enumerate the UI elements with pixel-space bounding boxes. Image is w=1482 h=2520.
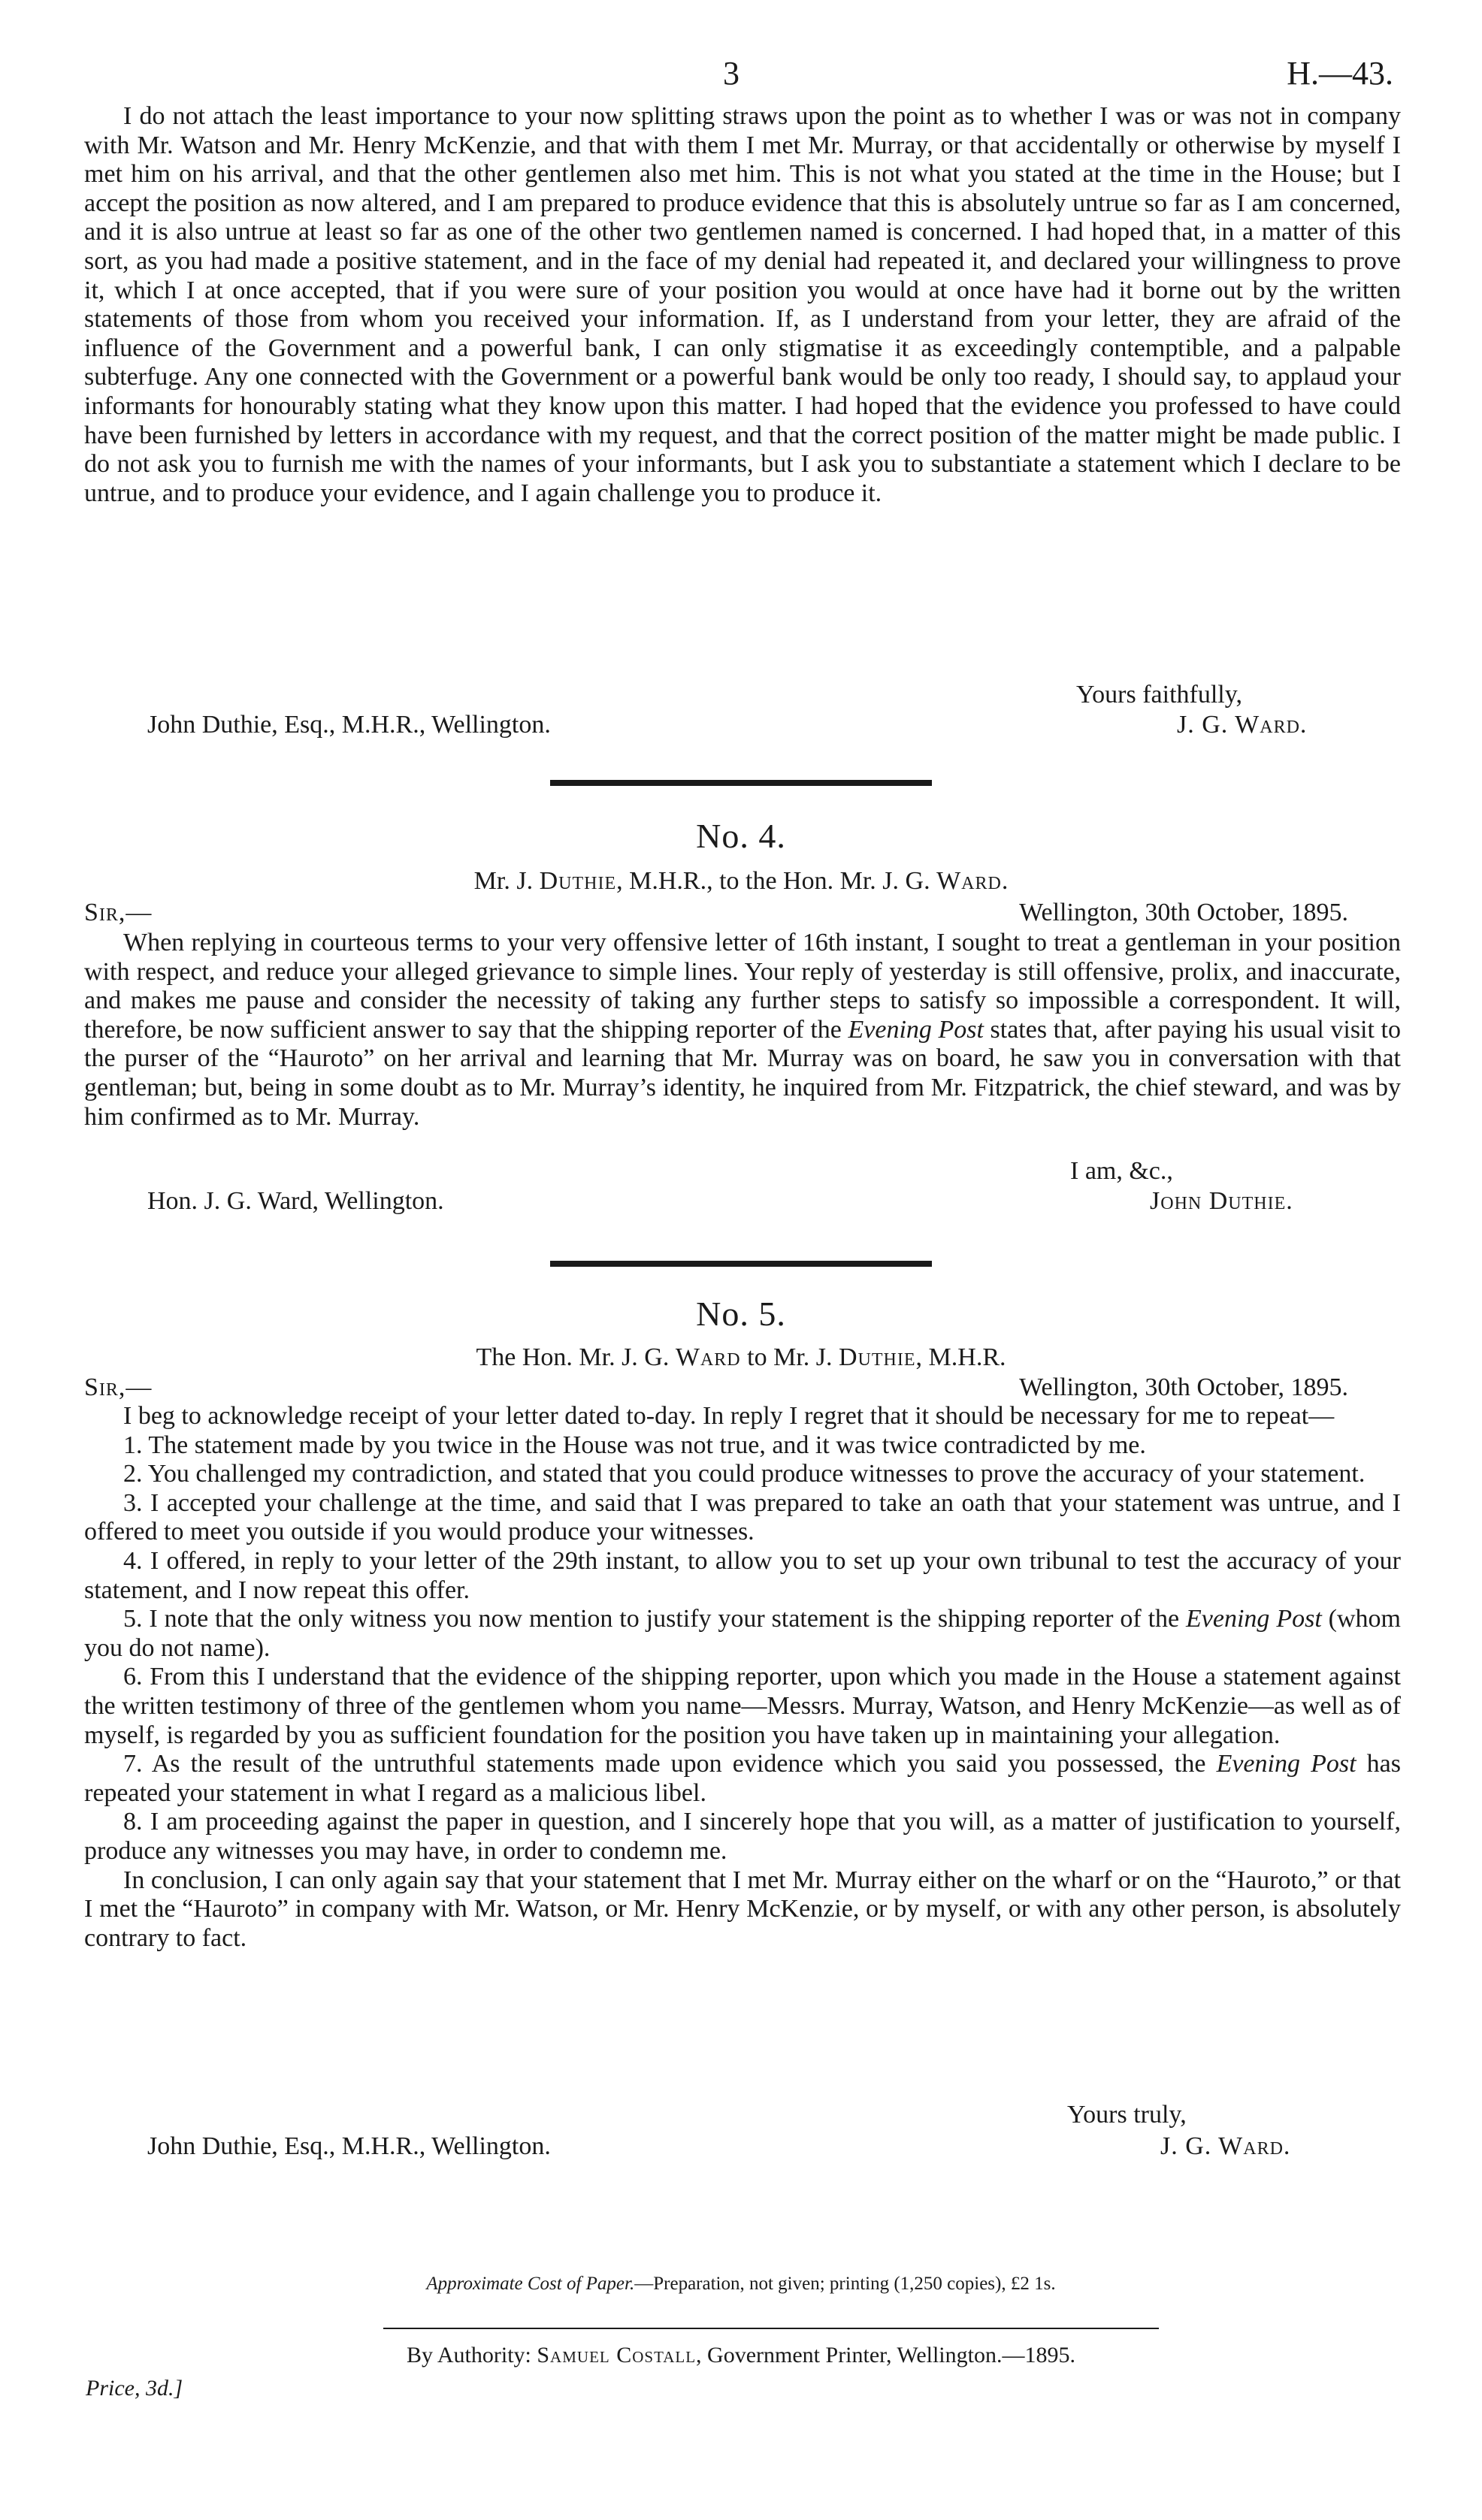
page-number: 3 (723, 55, 739, 92)
letter-5-conclusion: In conclusion, I can only again say that your statement that I met Mr. Murray either on the wharf or on the “Hauroto,” or that I met the “Hauroto” in company with Mr. Watson, or Mr. Henry McKenzie, or by myself, or with any other person, is absolutely contrary to fact. (84, 1866, 1401, 1952)
heading-from-prefix: Mr. J. (473, 867, 534, 895)
authority-prefix: By Authority: (407, 2343, 531, 2367)
letter-5-heading (0, 1343, 1482, 1372)
cost-label: Approximate Cost of Paper. (426, 2274, 635, 2294)
printer-name: Samuel Costall (537, 2343, 697, 2367)
letter-3-closing: Yours faithfully, (1076, 681, 1243, 709)
heading-from-middle: to Mr. J. (747, 1343, 833, 1371)
price-note: Price, 3d.] (86, 2376, 183, 2401)
printer-authority (0, 2343, 1482, 2368)
cost-of-paper-note (0, 2274, 1482, 2295)
letter-4-number: No. 4. (696, 817, 786, 855)
heading-from-prefix: The Hon. Mr. J. G. (476, 1343, 670, 1371)
heading-suffix: . (1001, 867, 1009, 895)
letter-3-signature: J. G. Ward. (1177, 711, 1308, 739)
letter-4-salutation: Sir,— (84, 899, 153, 926)
newspaper-name: Evening Post (1216, 1750, 1356, 1778)
letter-3-body (84, 102, 1401, 508)
numbered-item: 6. From this I understand that the evidence of the shipping reporter, upon which you made in the House a statement against the written testimony of three of the gentlemen whom you name—Messrs. Murray, Watson, and Henry McKenzie—as well as of myself, is regarded by you as sufficient foundation for the position you have taken up in maintaining your allegation. (84, 1663, 1401, 1749)
numbered-item (84, 1750, 1401, 1808)
letter-3-paragraph: I do not attach the least importance to your now splitting straws upon the point as to whether I was or was not in company with Mr. Watson and Mr. Henry McKenzie, and that with them I met Mr. Murray, or that accidentally or otherwise by myself I met him on his arrival, and that the other gentlemen also met him. This is not what you stated at the time in the House; but I accept the position as now altered, and I am prepared to produce evidence that this is absolutely untrue so far as I am concerned, and it is also untrue at least so far as one of the other two gentlemen named is concerned. I had hoped that, in a matter of this sort, as you had made a positive statement, and in the face of my denial had repeated it, and declared your willingness to prove it, which I at once accepted, that if you were sure of your position you would at once have had it borne out by the written statements of those from whom you received your information. If, as I understand from your letter, they are afraid of the influence of the Government and a powerful bank, I can only stigmatise it as exceedingly contemptible, and a palpable subterfuge. Any one connected with the Government or a powerful bank would be only too ready, I should say, to applaud your informants for honourably stating what they know upon this matter. I had hoped that the evidence you professed to have could have been furnished by letters in accordance with my request, and that the correct position of the matter might be made public. I do not ask you to furnish me with the names of your informants, but I ask you to substantiate a statement which I declare to be untrue, and to produce your evidence, and I again challenge you to produce it. (84, 102, 1401, 507)
letter-5-intro: I beg to acknowledge receipt of your letter dated to-day. In reply I regret that it should be necessary for me to repeat— (123, 1402, 1335, 1430)
heading-suffix: , M.H.R. (915, 1343, 1006, 1371)
letter-4-paragraph (84, 929, 1401, 1132)
letter-4-heading (0, 867, 1482, 896)
newspaper-name: Evening Post (1186, 1605, 1322, 1633)
cost-text: —Preparation, not given; printing (1,250 copies), £2 1s. (634, 2274, 1056, 2294)
numbered-item: 3. I accepted your challenge at the time, and said that I was prepared to take an oath that your statement was untrue, and I offered to meet you outside if you would produce your witnesses. (84, 1488, 1401, 1546)
section-divider (550, 1261, 932, 1267)
letter-5-salutation: Sir,— (84, 1373, 153, 1401)
footer-divider (383, 2328, 1159, 2329)
letter-5-dateline: Wellington, 30th October, 1895. (1019, 1373, 1348, 1401)
section-divider (550, 780, 932, 786)
heading-to-name: Ward (936, 867, 1002, 895)
letter-5-closing: Yours truly, (1067, 2101, 1187, 2129)
item-5-text-b: (whom you do not name). (84, 1605, 1402, 1662)
page-header (0, 54, 1482, 99)
letter-3-addressee: John Duthie, Esq., M.H.R., Wellington. (147, 711, 551, 739)
letter-5-addressee: John Duthie, Esq., M.H.R., Wellington. (147, 2132, 551, 2160)
heading-from-name: Ward (675, 1343, 741, 1371)
letter-5-number: No. 5. (696, 1295, 786, 1333)
heading-to-name: Duthie (839, 1343, 916, 1371)
item-5-text-a: 5. I note that the only witness you now mention to justify your statement is the shipping reporter of the (123, 1605, 1187, 1633)
item-7-text-a: 7. As the result of the untruthful statements made upon evidence which you said you possessed, the (123, 1750, 1217, 1778)
letter-5-signature: J. G. Ward. (1160, 2132, 1291, 2160)
numbered-item: 1. The statement made by you twice in the House was not true, and it was twice contradicted by me. (123, 1431, 1146, 1459)
numbered-item: 4. I offered, in reply to your letter of the 29th instant, to allow you to set up your own tribunal to test the accuracy of your statement, and I now repeat this offer. (84, 1546, 1401, 1604)
letter-4-signature: John Duthie. (1150, 1187, 1293, 1215)
letter-4-text-a: When replying in courteous terms to your very offensive letter of 16th instant, I sought to treat a gentleman in your position with respect, and reduce your alleged grievance to simple lines. Your reply of yesterday is still offensive, prolix, and inaccurate, and makes me pause and consider the necessity of taking any further steps to satisfy so impossible a correspondent. It will, therefore, be now sufficient answer to say that the shipping reporter of the (84, 929, 1401, 1044)
item-7-text-b: has repeated your statement in what I regard as a malicious libel. (84, 1750, 1402, 1807)
numbered-item: 2. You challenged my contradiction, and stated that you could produce witnesses to prove the accuracy of your statement. (123, 1460, 1366, 1488)
page-reference: H.—43. (1287, 55, 1393, 92)
letter-4-closing: I am, &c., (1070, 1157, 1173, 1185)
newspaper-name: Evening Post (848, 1015, 984, 1044)
heading-from-name: Duthie (539, 867, 617, 895)
numbered-item: 8. I am proceeding against the paper in question, and I sincerely hope that you will, as a matter of justification to yourself, produce any witnesses you may have, in order to condemn me. (84, 1808, 1401, 1865)
letter-4-text-b: states that, after paying his usual visit to the purser of the “Hauroto” on her arrival and learning that Mr. Murray was on board, he saw you in conversation with that gentleman; but, being in some doubt as to Mr. Murray’s identity, he inquired from Mr. Fitzpatrick, the chief steward, and was by him confirmed as to Mr. Murray. (84, 1015, 1401, 1131)
authority-suffix: , Government Printer, Wellington.—1895. (696, 2343, 1075, 2367)
letter-4-dateline: Wellington, 30th October, 1895. (1019, 899, 1348, 926)
letter-4-addressee: Hon. J. G. Ward, Wellington. (147, 1187, 444, 1215)
letter-4-body (84, 929, 1401, 1132)
heading-from-middle: , M.H.R., to the Hon. Mr. J. G. (616, 867, 930, 895)
letter-5-body (84, 1402, 1401, 1953)
numbered-item (84, 1605, 1401, 1663)
